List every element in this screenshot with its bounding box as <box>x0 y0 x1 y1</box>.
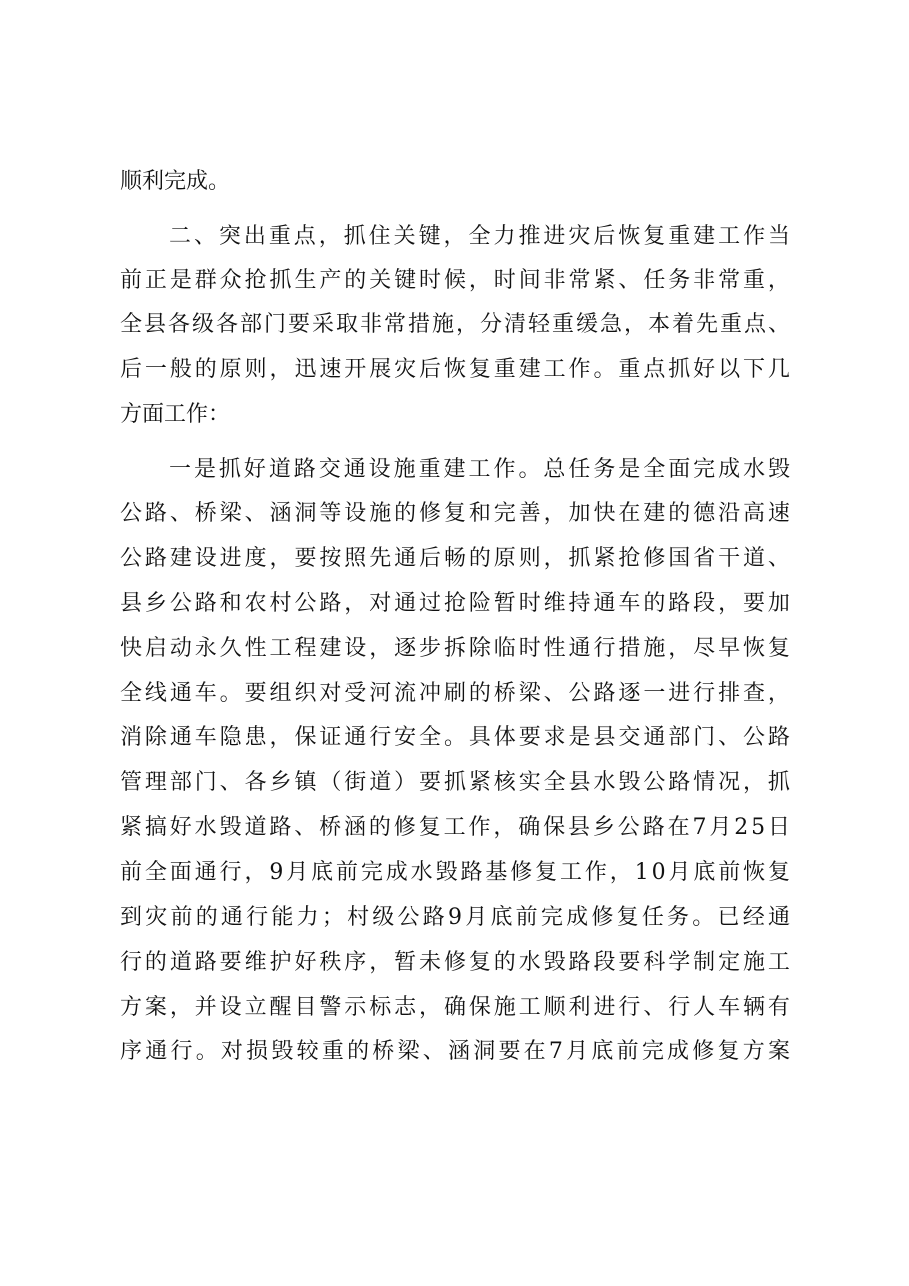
text-line: 前全面通行，9月底前完成水毁路基修复工作，10月底前恢复 <box>120 860 793 885</box>
text-line: 消除通车隐患，保证通行安全。具体要求是县交通部门、公路 <box>120 725 793 750</box>
text-line: 全线通车。要组织对受河流冲刷的桥梁、公路逐一进行排查， <box>120 681 793 706</box>
text-line: 前正是群众抢抓生产的关键时候，时间非常紧、任务非常重， <box>120 268 793 293</box>
text-line: 行的道路要维护好秩序，暂未修复的水毁路段要科学制定施工 <box>120 950 793 975</box>
text-line: 县乡公路和农村公路，对通过抢险暂时维持通车的路段，要加 <box>120 591 793 616</box>
text-line: 管理部门、各乡镇（街道）要抓紧核实全县水毁公路情况，抓 <box>120 770 793 795</box>
text-line: 紧搞好水毁道路、桥涵的修复工作，确保县乡公路在7月25日 <box>120 815 793 840</box>
text-line: 到灾前的通行能力；村级公路9月底前完成修复任务。已经通 <box>120 905 794 930</box>
paragraph-2-line-1: 二、突出重点，抓住关键，全力推进灾后恢复重建工作当 <box>169 224 794 249</box>
paragraph-3-line-1: 一是抓好道路交通设施重建工作。总任务是全面完成水毁 <box>169 457 794 482</box>
text-line: 公路、桥梁、涵洞等设施的修复和完善，加快在建的德沿高速 <box>120 501 793 526</box>
text-line: 顺利完成。 <box>120 169 231 194</box>
text-line: 方案，并设立醒目警示标志，确保施工顺利进行、行人车辆有 <box>120 995 793 1020</box>
text-line: 快启动永久性工程建设，逐步拆除临时性通行措施，尽早恢复 <box>120 636 793 661</box>
text-line: 后一般的原则，迅速开展灾后恢复重建工作。重点抓好以下几 <box>120 357 793 382</box>
text-line: 序通行。对损毁较重的桥梁、涵洞要在7月底前完成修复方案 <box>120 1039 794 1064</box>
text-line: 全县各级各部门要采取非常措施，分清轻重缓急，本着先重点、 <box>120 312 793 337</box>
text-line: 公路建设进度，要按照先通后畅的原则，抓紧抢修国省干道、 <box>120 546 793 571</box>
text-line: 方面工作： <box>120 402 231 427</box>
